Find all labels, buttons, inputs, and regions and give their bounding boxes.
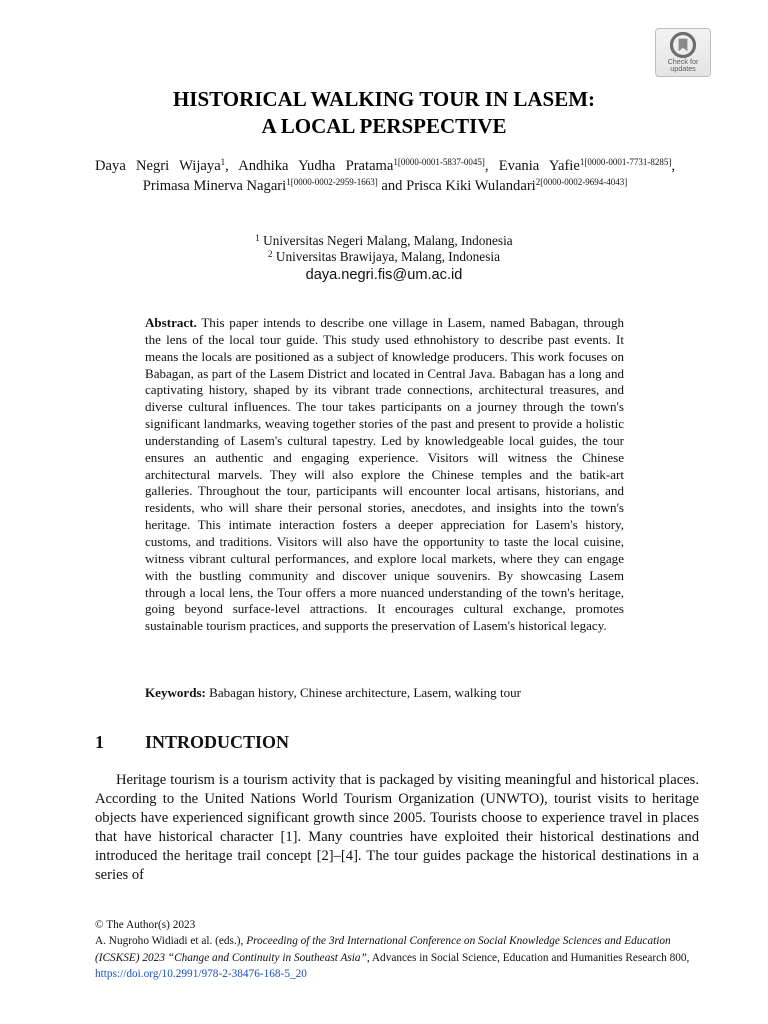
series-info: , Advances in Social Science, Education and Humanities Research 800, bbox=[366, 951, 690, 964]
abstract bbox=[145, 315, 624, 635]
author-affiliation-orcid: 1[0000-0001-7731-8285] bbox=[579, 157, 672, 167]
keywords bbox=[145, 684, 624, 701]
affiliation-text: Universitas Negeri Malang, Malang, Indonesia bbox=[259, 233, 513, 248]
author-name: Daya Negri Wijaya bbox=[95, 158, 221, 174]
author-separator: , bbox=[484, 158, 499, 174]
citation-editors: A. Nugroho Widiadi et al. (eds.), bbox=[95, 935, 247, 948]
paper-title-line-1: HISTORICAL WALKING TOUR IN LASEM: bbox=[172, 87, 596, 111]
paper-title-line-2: A LOCAL PERSPECTIVE bbox=[261, 114, 507, 138]
citation-line bbox=[95, 933, 715, 982]
author-affiliation-mark: 1 bbox=[220, 157, 226, 167]
author-separator: , bbox=[225, 158, 239, 174]
bookmark-ring-icon bbox=[670, 32, 696, 58]
keywords-text: Babagan history, Chinese architecture, Lasem, walking tour bbox=[205, 685, 521, 700]
corresponding-email[interactable]: daya.negri.fis@um.ac.id bbox=[305, 267, 463, 283]
badge-line-1: Check for bbox=[667, 57, 699, 66]
author-name: Prisca Kiki Wulandari bbox=[406, 178, 536, 194]
affiliation-mark: 2 bbox=[268, 249, 273, 259]
author-name: Evania Yafie bbox=[498, 158, 580, 174]
author-name: Andhika Yudha Pratama bbox=[238, 158, 394, 174]
author-name: Primasa Minerva Nagari bbox=[142, 178, 287, 194]
proceeding-title: Proceeding of the 3rd International Conference on Social Knowledge Sciences and Education (ICSKSE) 2023 “Change and Continuity in Southeast Asia” bbox=[95, 935, 671, 964]
badge-line-2: updates bbox=[670, 64, 696, 74]
abstract-label: Abstract. bbox=[145, 315, 197, 330]
abstract-text: This paper intends to describe one village in Lasem, named Babagan, through the lens of the local tour guide. This study used ethnohistory to describe past events. It means the locals are positioned as a subject of knowledge producers. This work focuses on Babagan, as part of the Lasem District and located in Central Java. Babagan has a long and captivating history, shaped by its vibrant trade connections, architectural treasures, and diverse cultural influences. The tour takes participants on a journey through the town's significant landmarks, weaving together stories of the past and present to provide a holistic understanding of Lasem's cultural tapestry. Led by knowledgeable local guides, the tour ensures an authentic and engaging experience. Visitors will witness the Chinese architectural marvels. They will also explore the Chinese temples and the batik-art galleries. Throughout the tour, participants will encounter local artisans, historians, and residents, who will share their personal stories, anecdotes, and insights into the town's heritage. This intimate interaction fosters a deeper appreciation for Lasem's history, customs, and traditions. Visitors will also have the opportunity to taste the local cuisine, witness vibrant cultural performances, and explore local markets, where they can engage with the bustling community and discover unique souvenirs. By showcasing Lasem through a local lens, the Tour offers a more nuanced understanding of the town's heritage, going beyond surface-level attractions. It encourages cultural exchange, promotes sustainable tourism practices, and supports the preservation of Lasem's historical legacy. bbox=[145, 315, 624, 634]
copyright-line: © The Author(s) 2023 bbox=[95, 919, 196, 931]
affiliation-text: Universitas Brawijaya, Malang, Indonesia bbox=[272, 249, 500, 264]
footer-citation bbox=[95, 917, 715, 982]
doi-link[interactable]: https://doi.org/10.2991/978-2-38476-168-5_20 bbox=[95, 967, 307, 980]
affiliation-1 bbox=[0, 233, 768, 249]
author-list bbox=[95, 156, 675, 196]
affiliation-mark: 1 bbox=[255, 233, 260, 243]
body-paragraph: Heritage tourism is a tourism activity that is packaged by visiting meaningful and historical places. According to the United Nations World Tourism Organization (UNWTO), tourist visits to heritage objects have experienced significant growth since 2005. Tourists choose to experience travel in places that have historical character [1]. Many countries have exploited their historical destinations and introduced the heritage trail concept [2]–[4]. The tour guides package the historical destinations in a series of bbox=[95, 772, 699, 883]
author-separator: and bbox=[377, 178, 407, 194]
author-affiliation-orcid: 1[0000-0001-5837-0045] bbox=[393, 157, 485, 167]
affiliation-2 bbox=[0, 249, 768, 265]
keywords-label: Keywords: bbox=[145, 685, 206, 700]
section-title: INTRODUCTION bbox=[145, 732, 290, 752]
author-affiliation-orcid: 2[0000-0002-9694-4043] bbox=[535, 177, 628, 187]
author-separator: , bbox=[671, 158, 675, 174]
check-for-updates-badge[interactable] bbox=[655, 28, 711, 77]
author-affiliation-orcid: 1[0000-0002-2959-1663] bbox=[286, 177, 378, 187]
section-number: 1 bbox=[95, 732, 104, 752]
